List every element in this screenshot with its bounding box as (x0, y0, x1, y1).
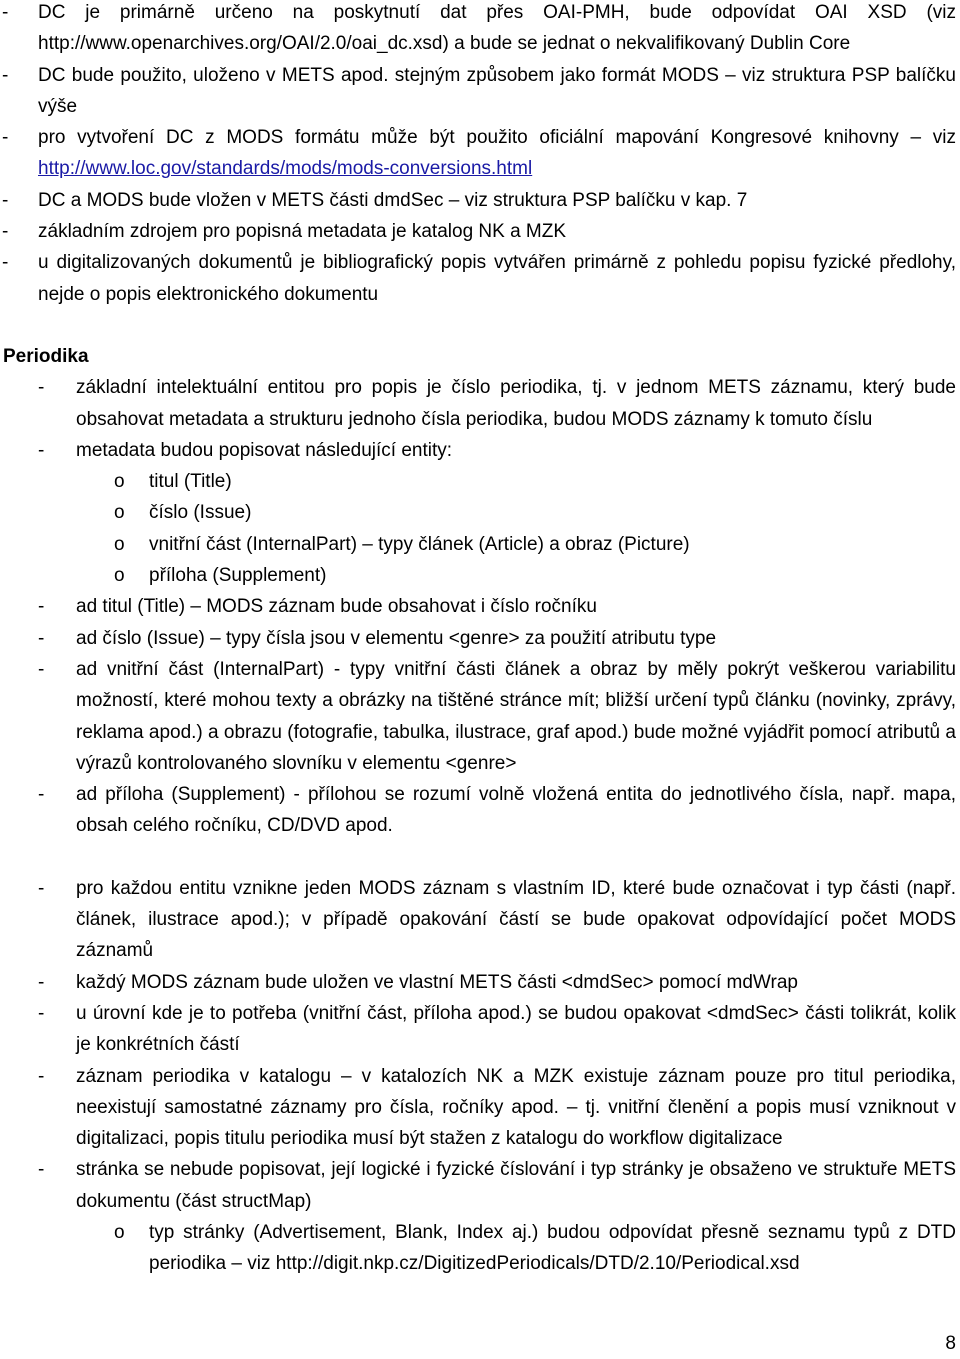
dash-marker: - (38, 377, 45, 399)
bullet-marker: o (114, 471, 125, 493)
page-number: 8 (945, 1333, 956, 1354)
mods-conversions-link[interactable]: http://www.loc.gov/standards/mods/mods-conversions.html (38, 158, 533, 180)
list-item (0, 591, 960, 622)
list-item-text: záznam periodika v katalogu – v katalozích NK a MZK existuje záznam pouze pro titul periodika, neexistují samostatné záznamy pro čísla, ročníky apod. – tj. vnitřní členění a popis musí vzniknout v digitalizaci, popis titulu periodika musí být stažen z katalogu do workflow digitalizace (76, 1065, 956, 1150)
list-item-text: ad titul (Title) – MODS záznam bude obsahovat i číslo ročníku (76, 596, 597, 618)
dash-marker: - (38, 784, 45, 806)
dash-marker: - (2, 64, 9, 86)
list-item (0, 0, 960, 60)
list-item-text: metadata budou popisovat následující entity: (76, 439, 453, 461)
section-heading: Periodika (3, 345, 89, 367)
list-item (0, 435, 960, 466)
dash-marker: - (38, 658, 45, 680)
list-item (0, 372, 960, 435)
periodika-list (0, 372, 960, 1279)
sub-list-item (0, 497, 960, 528)
list-item-text: základním zdrojem pro popisná metadata je katalog NK a MZK (38, 221, 567, 243)
dash-marker: - (38, 877, 45, 899)
list-item (0, 623, 960, 654)
list-item-text: pro vytvoření DC z MODS formátu může být použito oficiální mapování Kongresové knihovny – viz (38, 127, 956, 149)
dash-marker: - (2, 127, 9, 149)
dash-marker: - (2, 189, 9, 211)
dash-marker: - (2, 221, 9, 243)
dash-marker: - (38, 1002, 45, 1024)
list-item (0, 998, 960, 1061)
bullet-marker: o (114, 565, 125, 587)
list-item (0, 185, 960, 216)
sub-list-item-text: vnitřní část (InternalPart) – typy článek (Article) a obraz (Picture) (149, 533, 690, 555)
bullet-marker: o (114, 502, 125, 524)
list-item (0, 654, 960, 779)
sub-list-item (0, 560, 960, 591)
list-item-text: DC je primárně určeno na poskytnutí dat přes OAI-PMH, bude odpovídat OAI XSD (viz http://www.openarchives.org/OAI/2.0/oai_dc.xsd) a bude se jednat o nekvalifikovaný Dublin Core (38, 2, 956, 55)
list-item-text: ad číslo (Issue) – typy čísla jsou v elementu <genre> za použití atributu type (76, 627, 717, 649)
dash-marker: - (2, 252, 9, 274)
list-item (0, 216, 960, 247)
sub-list-item-text: číslo (Issue) (149, 502, 252, 524)
list-item (0, 967, 960, 998)
bullet-marker: o (114, 533, 125, 555)
list-item (0, 247, 960, 310)
sub-list-item-text: titul (Title) (149, 471, 232, 493)
list-item (0, 122, 960, 185)
dash-marker: - (38, 1065, 45, 1087)
list-item (0, 60, 960, 123)
list-item-text: ad vnitřní část (InternalPart) - typy vnitřní části článek a obraz by měly pokrýt veškerou variabilitu možností, které mohou texty a obrázky na tištěné stránce mít; bližší určení typů článku (novinky, zprávy, reklama apod.) a obrazu (fotografie, tabulka, ilustrace, graf apod.) bude možné vyjádřit pomocí atributů a výrazů kontrolovaného slovníku v elementu <genre> (76, 658, 956, 774)
sub-list-item-text: typ stránky (Advertisement, Blank, Index aj.) budou odpovídat přesně seznamu typů z DTD periodika – viz http://digit.nkp.cz/DigitizedPeriodicals/DTD/2.10/Periodical.xsd (149, 1221, 956, 1275)
list-item (0, 1154, 960, 1217)
dash-marker: - (2, 2, 9, 23)
list-item-text: u úrovní kde je to potřeba (vnitřní část, příloha apod.) se budou opakovat <dmdSec> části tolikrát, kolik je konkrétních částí (76, 1002, 956, 1056)
dash-marker: - (38, 596, 45, 618)
sub-list-item (0, 529, 960, 560)
list-item (0, 779, 960, 842)
list-item-text: základní intelektuální entitou pro popis je číslo periodika, tj. v jednom METS záznamu, který bude obsahovat metadata a strukturu jednoho čísla periodika, budou MODS záznamy k tomuto číslu (76, 377, 956, 430)
list-item (0, 1061, 960, 1155)
list-item (0, 873, 960, 967)
bullet-marker: o (114, 1221, 125, 1243)
list-item-text: DC bude použito, uloženo v METS apod. stejným způsobem jako formát MODS – viz struktura PSP balíčku výše (38, 64, 956, 117)
list-item-text: DC a MODS bude vložen v METS části dmdSec – viz struktura PSP balíčku v kap. 7 (38, 189, 748, 211)
list-item-text: ad příloha (Supplement) - přílohou se rozumí volně vložená entita do jednotlivého čísla, např. mapa, obsah celého ročníku, CD/DVD apod. (76, 784, 956, 837)
sub-list-item (0, 1217, 960, 1280)
list-item-text: každý MODS záznam bude uložen ve vlastní METS části <dmdSec> pomocí mdWrap (76, 971, 798, 993)
dash-marker: - (38, 1159, 45, 1181)
dc-list (0, 0, 960, 310)
dash-marker: - (38, 627, 45, 649)
dash-marker: - (38, 971, 45, 993)
list-item-text: stránka se nebude popisovat, její logické i fyzické číslování i typ stránky je obsaženo ve struktuře METS dokumentu (část structMap) (76, 1159, 956, 1212)
list-item-text: u digitalizovaných dokumentů je bibliografický popis vytvářen primárně z pohledu popisu fyzické předlohy, nejde o popis elektronického dokumentu (38, 252, 956, 305)
paragraph-gap (0, 842, 960, 873)
sub-list-item (0, 466, 960, 497)
list-item-text: pro každou entitu vznikne jeden MODS záznam s vlastním ID, které bude označovat i typ části (např. článek, ilustrace apod.); v případě opakování částí se bude opakovat odpovídající počet MODS záznamů (76, 877, 956, 962)
dash-marker: - (38, 439, 45, 461)
sub-list-item-text: příloha (Supplement) (149, 565, 327, 587)
